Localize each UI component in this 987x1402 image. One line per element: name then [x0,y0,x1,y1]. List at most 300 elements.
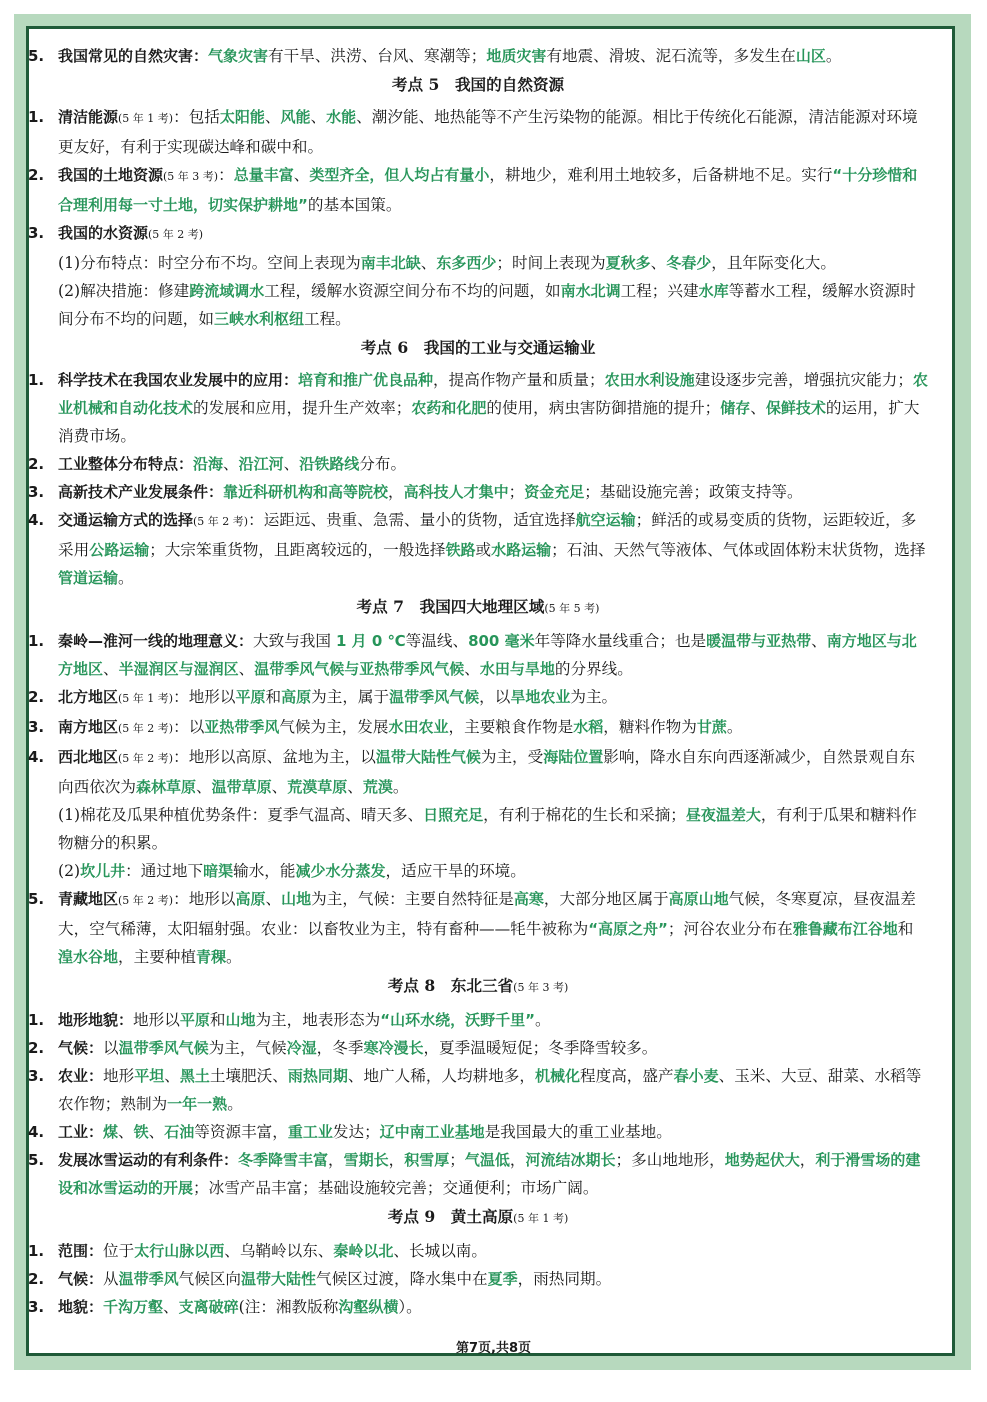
item-title: 农业： [58,1067,104,1085]
item-title: 青藏地区 [58,890,119,908]
text-run: ，以 [479,688,511,706]
exam-frequency: (5 年 2 考) [118,722,174,735]
item-number: 1. [28,371,45,389]
text-run: ，夏季温暖短促；冬季降雪较多。 [423,1039,658,1057]
text-run: 有干旱、洪涝、台风、寒潮等； [268,47,487,65]
text-run: 为主，气候 [208,1039,287,1057]
text-run: 发达； [332,1123,380,1141]
key-term: 沿海 [193,455,224,473]
item-title: 北方地区 [58,688,119,706]
key-term: 高寒 [513,890,544,908]
text-run: ； [449,1151,465,1169]
key-term: 航空运输 [575,511,636,529]
key-term: 夏秋多 [605,254,651,272]
key-term: 山地 [225,1011,256,1029]
text-run: 土壤肥沃、 [209,1067,288,1085]
text-run: 和 [897,920,914,938]
text-run: 、 [148,1123,165,1141]
item-number: 1. [28,632,45,650]
list-item [28,713,928,743]
text-run: 为主，气候：主要自然特征是 [311,890,514,908]
text-run: 气候区向 [178,1270,242,1288]
list-item [28,103,928,161]
key-term: 温带大陆性 [241,1270,317,1288]
key-term: 湟水谷地 [58,948,119,966]
key-term: 高原 [281,688,312,706]
key-term: 荒漠 [362,778,393,796]
item-number: 1. [28,108,45,126]
list-item [28,219,928,249]
key-term: 高原 [235,890,266,908]
text-run: ， [509,1151,526,1169]
page-number: 第7页,共8页 [455,1341,532,1356]
key-term: 800 毫米 [468,632,535,650]
list-item [28,1265,928,1293]
key-term: 千沟万壑 [103,1298,164,1316]
list-item [28,1062,928,1118]
text-run: ，雨热同期。 [517,1270,612,1288]
text-run: 等温线、 [405,632,469,650]
key-term: 南水北调 [560,282,621,300]
key-term: 风能 [280,108,311,126]
list-item [28,1034,928,1062]
key-term: 重工业 [287,1123,333,1141]
item-title: 范围： [58,1242,104,1260]
key-term: 辽中南工业基地 [379,1123,485,1141]
key-term: 农田水利设施 [604,371,695,389]
key-term: 甘蔗 [696,718,727,736]
key-term: 暗渠 [203,862,234,880]
text-run: (1)棉花及瓜果种植优势条件：夏季气温高、晴天多、 [58,806,424,824]
item-title: 我国的土地资源 [58,166,164,184]
item-number: 1. [28,1242,45,1260]
item-number: 2. [28,1270,45,1288]
key-term: 气象灾害 [208,47,269,65]
key-term: 冷湿 [286,1039,317,1057]
text-run: 。 [534,1011,551,1029]
text-run: 等资源丰富， [194,1123,288,1141]
key-term: 地质灾害 [486,47,547,65]
section-heading [28,334,928,362]
item-number: 2. [28,166,45,184]
item-number: 5. [28,1151,45,1169]
exam-frequency: (5 年 3 考) [163,170,219,183]
key-term: 河流结冰期长 [525,1151,616,1169]
text-run: ：以 [173,718,205,736]
item-title: 南方地区 [58,718,119,736]
text-run: 、 [310,108,327,126]
text-run: 的使用，病虫害防御措施的提升； [486,399,721,417]
text-run: ：地形以 [173,890,236,908]
text-run: 地形以 [133,1011,180,1029]
item-title: 地貌： [58,1298,104,1316]
key-term: 沿江河 [238,455,284,473]
text-run: 、 [103,660,119,678]
text-run: 等蓄水工程，缓解水资源时间分布不均的问题，如 [58,282,916,328]
key-term: 高原山地 [668,890,729,908]
text-run: 考点 9 黄土高原 [387,1207,514,1226]
key-term: 农业机械和自动化技术 [58,371,928,417]
section-heading [28,593,928,623]
item-title: 我国的水资源 [58,224,149,242]
text-run: ，冬季 [316,1039,364,1057]
key-term: 黑土 [179,1067,210,1085]
key-term: “高原之舟” [588,920,668,938]
text-run: 为主，地表形态为 [255,1011,381,1029]
key-term: 温带草原 [211,778,272,796]
list-item [28,366,928,450]
key-term: 温带大陆性气候 [375,748,481,766]
text-run: ，糖料作物为 [603,718,697,736]
item-title: 我国常见的自然灾害： [58,47,209,65]
key-term: 山地 [281,890,312,908]
key-term: 一年一熟 [167,1095,228,1113]
text-run: 。 [825,47,842,65]
exam-frequency: (5 年 5 考) [544,602,600,615]
text-run: 、玉米、大豆、甜菜、水稻等农作物；熟制为 [58,1067,922,1113]
list-item [28,478,928,506]
key-term: 平原 [235,688,266,706]
item-title: 地形地貌： [58,1011,134,1029]
text-run: 、 [118,1123,134,1141]
text-run: ；河谷农业分布在 [667,920,793,938]
text-run: ，主要种植 [118,948,196,966]
text-run: ，有利于棉花的生长和采摘； [483,806,686,824]
item-number: 5. [28,890,45,908]
section-heading [28,71,928,99]
text-run: 、 [811,632,827,650]
section-heading [28,972,928,1002]
text-run: 、 [650,254,667,272]
text-run: ：地形以高原、盆地为主，以 [173,748,376,766]
text-run: 考点 6 我国的工业与交通运输业 [360,338,596,357]
text-run: ；基础设施完善；政策支持等。 [584,483,803,501]
item-title: 秦岭—淮河一线的地理意义： [58,632,254,650]
key-term: 春小麦 [673,1067,719,1085]
key-term: 冬春少 [666,254,712,272]
item-title: 高新技术产业发展条件： [58,483,224,501]
key-term: 靠近科研机构和高等院校 [223,483,389,501]
text-run: 、 [163,1298,179,1316]
key-term: 保鲜技术 [765,399,826,417]
item-number: 4. [28,511,45,529]
key-term: 机械化 [535,1067,581,1085]
key-term: 温带季风气候 [118,1039,209,1057]
key-term: 太阳能 [219,108,265,126]
item-number: 3. [28,718,45,736]
text-run: ； [508,483,525,501]
key-term: 水库 [698,282,729,300]
key-term: 储存 [720,399,751,417]
text-run: ：运距远、贵重、急需、量小的货物，适宜选择 [248,511,576,529]
key-term: 秦岭以北 [333,1242,394,1260]
text-run: ：通过地下 [125,862,204,880]
key-term: 太行山脉以西 [134,1242,225,1260]
text-run: 、 [265,890,282,908]
section-heading [28,1203,928,1233]
list-item [28,683,928,713]
text-run: 、 [420,254,437,272]
text-run: 、 [271,778,288,796]
text-run: ，大部分地区属于 [543,890,669,908]
key-term: 沟壑纵横 [338,1298,399,1316]
text-run: 、长城以南。 [393,1242,487,1260]
item-title: 清洁能源 [58,108,119,126]
key-term: 气温低 [464,1151,510,1169]
key-term: 煤 [103,1123,119,1141]
key-term: 海陆位置 [543,748,604,766]
text-run: 、 [750,399,766,417]
text-run: (2) [58,862,81,880]
key-term: 铁 [133,1123,149,1141]
key-term: “十分珍惜和合理利用每一寸土地，切实保护耕地” [58,166,918,214]
key-term: 荒漠草原 [287,778,348,796]
key-term: 三峡水利枢纽 [213,310,304,328]
text-run: ；鲜活的或易变质的货物，运距较近，多采用 [58,511,917,559]
item-number: 2. [28,455,45,473]
text-run: 工程；兴建 [620,282,699,300]
list-item [28,42,928,70]
text-run: 程度高，盛产 [580,1067,674,1085]
exam-frequency: (5 年 2 考) [148,228,204,241]
list-item [28,1118,928,1146]
text-run: ，主要粮食作物是 [448,718,574,736]
exam-frequency: (5 年 1 考) [118,692,174,705]
item-number: 1. [28,1011,45,1029]
key-term: 减少水分蒸发 [295,862,386,880]
text-run: ，有利于瓜果和糖料作物糖分的积累。 [58,806,917,852]
text-run: 分布。 [359,455,407,473]
text-run: 考点 7 我国四大地理区域 [356,597,545,616]
key-term: 昼夜温差大 [685,806,761,824]
exam-frequency: (5 年 1 考) [513,1212,569,1225]
text-run: 、潮汐能、地热能等不产生污染物的能源。相比于传统化石能源，清洁能源对环境更友好，有利于实现碳达峰和碳中和。 [58,108,918,156]
text-run: 地形 [103,1067,135,1085]
text-run: ，且年际变化大。 [711,254,836,272]
item-title: 发展冰雪运动的有利条件： [58,1151,239,1169]
key-term: 青稞 [196,948,227,966]
item-number: 3. [28,224,45,242]
text-run: ；冰雪产品丰富；基础设施较完善；交通便利；市场广阔。 [193,1179,599,1197]
key-term: 日照充足 [423,806,484,824]
sub-item [28,277,928,333]
key-term: 积雪厚 [404,1151,450,1169]
text-run: 、 [164,1067,180,1085]
text-run: ， [799,1151,816,1169]
list-item [28,743,928,801]
text-run: 气候，冬寒夏凉，昼夜温差大，空气稀薄，太阳辐射强。农业：以畜牧业为主，特有畜种——牦牛被称为 [58,890,916,938]
text-run: ，适应干旱的环境。 [385,862,526,880]
key-term: 利于滑雪场的建设和冰雪运动的开展 [58,1151,921,1197]
item-title: 气候： [58,1039,104,1057]
text-run: 影响，降水自东向西逐渐减少，自然景观自东向西依次为 [58,748,916,796]
item-title: 工业： [58,1123,104,1141]
text-run: 是我国最大的重工业基地。 [484,1123,672,1141]
text-run: 位于 [103,1242,135,1260]
item-title: 工业整体分布特点： [58,455,194,473]
text-run: 和 [265,688,282,706]
key-term: 平坦 [134,1067,165,1085]
text-run: ： [218,166,234,184]
text-run: (注：湘教版称 [238,1298,339,1316]
key-term: 亚热带季风 [204,718,280,736]
text-run: 以 [103,1039,119,1057]
key-term: 管道运输 [58,569,119,587]
text-run: 。 [118,569,134,587]
key-term: 冬季降雪丰富 [238,1151,329,1169]
key-term: 寒冷漫长 [363,1039,424,1057]
text-run: 。 [227,1095,243,1113]
key-term: 培育和推广优良品种 [298,371,434,389]
text-run: 气候区过渡，降水集中在 [316,1270,488,1288]
text-run: 、乌鞘岭以东、 [224,1242,334,1260]
sub-item [28,249,928,277]
text-run: ；大宗笨重货物，且距离较远的，一般选择 [149,541,446,559]
text-run: ；多山地地形， [615,1151,725,1169]
list-item [28,1146,928,1202]
list-item [28,1293,928,1321]
item-title: 科学技术在我国农业发展中的应用： [58,371,299,389]
text-run: 工程。 [303,310,351,328]
text-run: ：包括 [173,108,220,126]
item-number: 3. [28,1298,45,1316]
key-term: 水田与旱地 [479,660,555,678]
key-term: 铁路 [445,541,476,559]
text-run: 从 [103,1270,119,1288]
list-item [28,1237,928,1265]
key-term: 资金充足 [524,483,585,501]
text-run: 气候为主，发展 [279,718,389,736]
text-run: ，提高作物产量和质量； [433,371,605,389]
key-term: 雅鲁藏布江谷地 [792,920,898,938]
item-number: 2. [28,688,45,706]
key-term: 坎儿井 [80,862,126,880]
key-term: 水田农业 [388,718,449,736]
list-item [28,885,928,971]
text-run: 。 [392,778,409,796]
item-number: 4. [28,748,45,766]
text-run: 大致与我国 [253,632,336,650]
key-term: 温带季风 [118,1270,179,1288]
text-run: 、 [264,108,281,126]
text-run: 、 [464,660,480,678]
text-run: ， [388,1151,405,1169]
key-term: 沿铁路线 [299,455,360,473]
list-item [28,627,928,683]
text-run: 考点 5 我国的自然资源 [391,75,565,94]
text-run: 的基本国策。 [307,196,402,214]
text-run: (2)解决措施：修建 [58,282,190,300]
text-run: 建设逐步完善，增强抗灾能力； [694,371,913,389]
sub-item [28,857,928,885]
key-term: “山环水绕，沃野千里” [380,1011,535,1029]
exam-frequency: (5 年 2 考) [193,515,249,528]
text-run: 或 [475,541,492,559]
key-term: 平原 [179,1011,210,1029]
text-run: ，耕地少，难利用土地较多，后备耕地不足。实行 [489,166,833,184]
text-run: 输水，能 [233,862,296,880]
key-term: 水路运输 [491,541,552,559]
list-item [28,161,928,219]
text-run: 工程，缓解水资源空间分布不均的问题，如 [264,282,561,300]
key-term: 石油 [164,1123,195,1141]
key-term: 雨热同期 [287,1067,348,1085]
document-body [28,42,928,1321]
key-term: 水稻 [573,718,604,736]
text-run: 为主。 [570,688,618,706]
text-run: 和 [209,1011,226,1029]
item-title: 西北地区 [58,748,119,766]
item-number: 3. [28,483,45,501]
key-term: 山区 [795,47,826,65]
key-term: 跨流域调水 [189,282,265,300]
text-run: 、地广人稀，人均耕地多， [347,1067,535,1085]
key-term: 半湿润区与湿润区 [118,660,239,678]
text-run: 的发展和应用，提升生产效率； [193,399,412,417]
text-run: 的分界线。 [554,660,633,678]
key-term: 旱地农业 [510,688,571,706]
text-run: ：地形以 [173,688,236,706]
item-number: 2. [28,1039,45,1057]
key-term: 南方地区与北方地区 [58,632,917,678]
exam-frequency: (5 年 2 考) [118,752,174,765]
text-run: 为主，属于 [311,688,390,706]
text-run: 、 [238,660,255,678]
text-run: ；时间上表现为 [496,254,606,272]
item-title: 气候： [58,1270,104,1288]
key-term: 地势起伏大 [724,1151,800,1169]
sub-item [28,801,928,857]
list-item [28,506,928,592]
text-run: ， [328,1151,344,1169]
text-run: ；石油、天然气等液体、气体或固体粉末状货物，选择 [551,541,926,559]
key-term: 公路运输 [89,541,150,559]
key-term: 雪期长 [343,1151,389,1169]
text-run: 、 [347,778,363,796]
key-term: 温带季风气候 [389,688,480,706]
key-term: 总量丰富 [233,166,294,184]
item-number: 5. [28,47,45,65]
text-run: 、 [283,455,300,473]
text-run: 考点 8 东北三省 [387,976,514,995]
item-number: 3. [28,1067,45,1085]
key-term: 南丰北缺 [360,254,421,272]
key-term: 农药和化肥 [411,399,487,417]
item-number: 4. [28,1123,45,1141]
key-term: 森林草原 [135,778,196,796]
item-title: 交通运输方式的选择 [58,511,194,529]
key-term: 夏季 [487,1270,518,1288]
text-run: 、 [293,166,310,184]
text-run: 。 [226,948,242,966]
exam-frequency: (5 年 2 考) [118,894,174,907]
key-term: 暖温带与亚热带 [706,632,812,650]
text-run: 的运用，扩大消费市场。 [58,399,920,445]
text-run: ）。 [398,1298,422,1316]
text-run: ， [388,483,404,501]
key-term: 支离破碎 [178,1298,239,1316]
text-run: 为主，受 [480,748,544,766]
text-run: 、 [196,778,212,796]
exam-frequency: (5 年 3 考) [513,981,569,994]
key-term: 温带季风气候与亚热带季风气候 [254,660,465,678]
text-run: 、 [223,455,239,473]
text-run: (1)分布特点：时空分布不均。空间上表现为 [58,254,361,272]
key-term: 水能 [326,108,357,126]
key-term: 1 月 0 ℃ [335,632,406,650]
text-run: 年等降水量线重合；也是 [534,632,707,650]
text-run: 有地震、滑坡、泥石流等，多发生在 [546,47,796,65]
